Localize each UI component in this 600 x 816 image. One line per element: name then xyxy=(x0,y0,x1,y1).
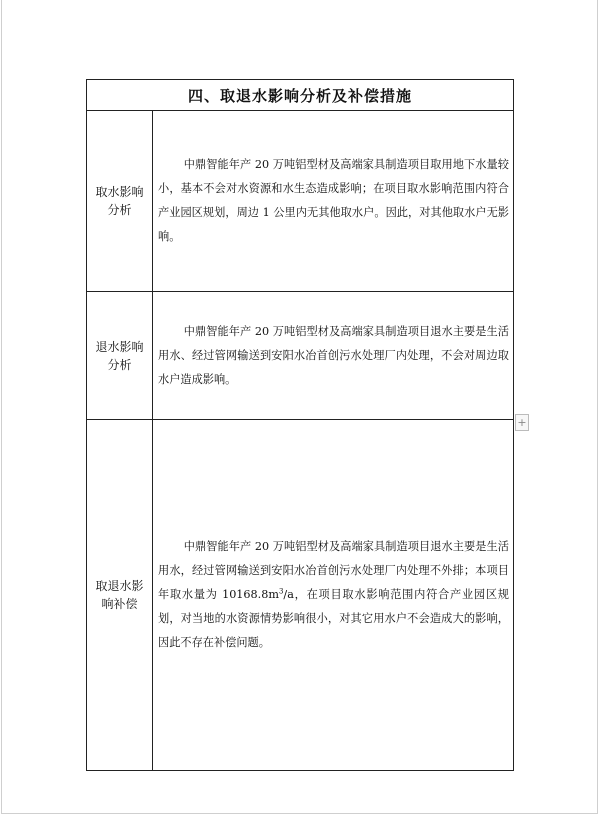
label-line: 取退水影 xyxy=(95,579,144,593)
row-content-withdrawal xyxy=(153,111,514,292)
content-paragraph xyxy=(158,535,509,655)
label-line: 取水影响 xyxy=(95,185,144,199)
table-title: 四、取退水影响分析及补偿措施 xyxy=(87,80,514,111)
content-text: /a，在项目取水影响范围内符合产业园区规划，对当地的水资源情势影响很小，对其它用水户不会造成大的影响，因此不存在补偿问题。 xyxy=(158,588,509,649)
table-row-compensation xyxy=(87,420,514,771)
row-label-discharge xyxy=(87,292,153,420)
row-content-discharge xyxy=(153,292,514,420)
table-row-discharge xyxy=(87,292,514,420)
label-line: 退水影响 xyxy=(95,339,144,354)
content-paragraph: 中鼎智能年产 20 万吨铝型材及高端家具制造项目退水主要是生活用水、经过管网输送到安阳水冶首创污水处理厂内处理，不会对周边取水户造成影响。 xyxy=(158,324,509,386)
row-label-withdrawal xyxy=(87,111,153,292)
content-paragraph: 中鼎智能年产 20 万吨铝型材及高端家具制造项目取用地下水量较小，基本不会对水资源和水生态造成影响；在项目取水影响范围内符合产业园区规划，周边 1 公里内无其他取水户。因此，对其他取水户无影响。 xyxy=(158,158,509,243)
superscript-unit: 3 xyxy=(278,587,284,596)
row-label-compensation xyxy=(87,420,153,771)
table-row-withdrawal xyxy=(87,111,514,292)
label-line: 分析 xyxy=(107,203,132,217)
analysis-table xyxy=(86,79,514,771)
plus-icon[interactable]: + xyxy=(515,414,529,431)
label-line: 响补偿 xyxy=(101,597,138,611)
label-line: 分析 xyxy=(107,357,132,372)
row-content-compensation xyxy=(153,420,514,771)
content-text: 中鼎智能年产 20 万吨铝型材及高端家具制造项目退水主要是生活用水，经过管网输送到安阳水冶首创污水处理厂内处理不外排；本项目年取水量为 10168.8m xyxy=(158,540,509,601)
